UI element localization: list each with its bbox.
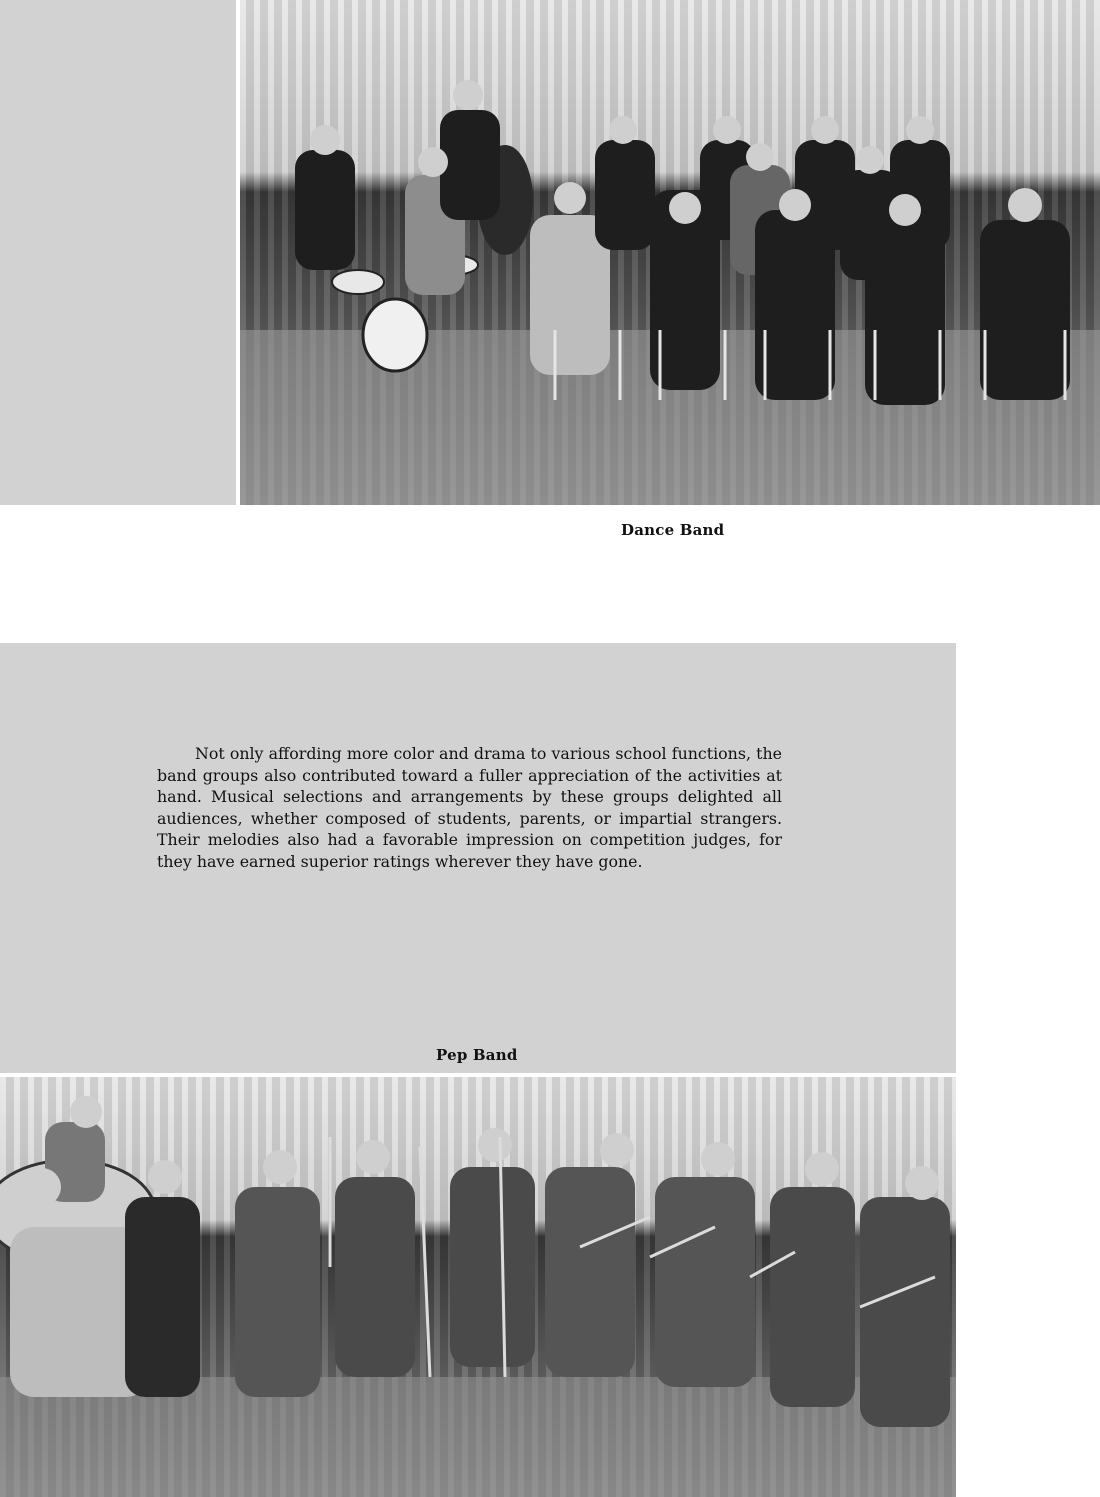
- dance-band-photo: [240, 0, 1100, 505]
- pep-band-photo: [0, 1077, 956, 1497]
- dance-band-caption: Dance Band: [621, 521, 725, 539]
- pep-band-figures: [0, 1077, 956, 1497]
- body-paragraph: Not only affording more color and drama to various school functions, the band groups also contributed toward a fuller appreciation of the activities at hand. Musical selections and arrangements by these groups delighted all audiences, whether composed of students, parents, or impartial strangers. Their melodies also had a favorable impression on competition judges, for they have earned superior ratings wherever they have gone.: [157, 744, 782, 871]
- pep-band-caption: Pep Band: [436, 1046, 518, 1064]
- gray-panel-left: [0, 0, 236, 505]
- dance-band-figures: [240, 0, 1100, 505]
